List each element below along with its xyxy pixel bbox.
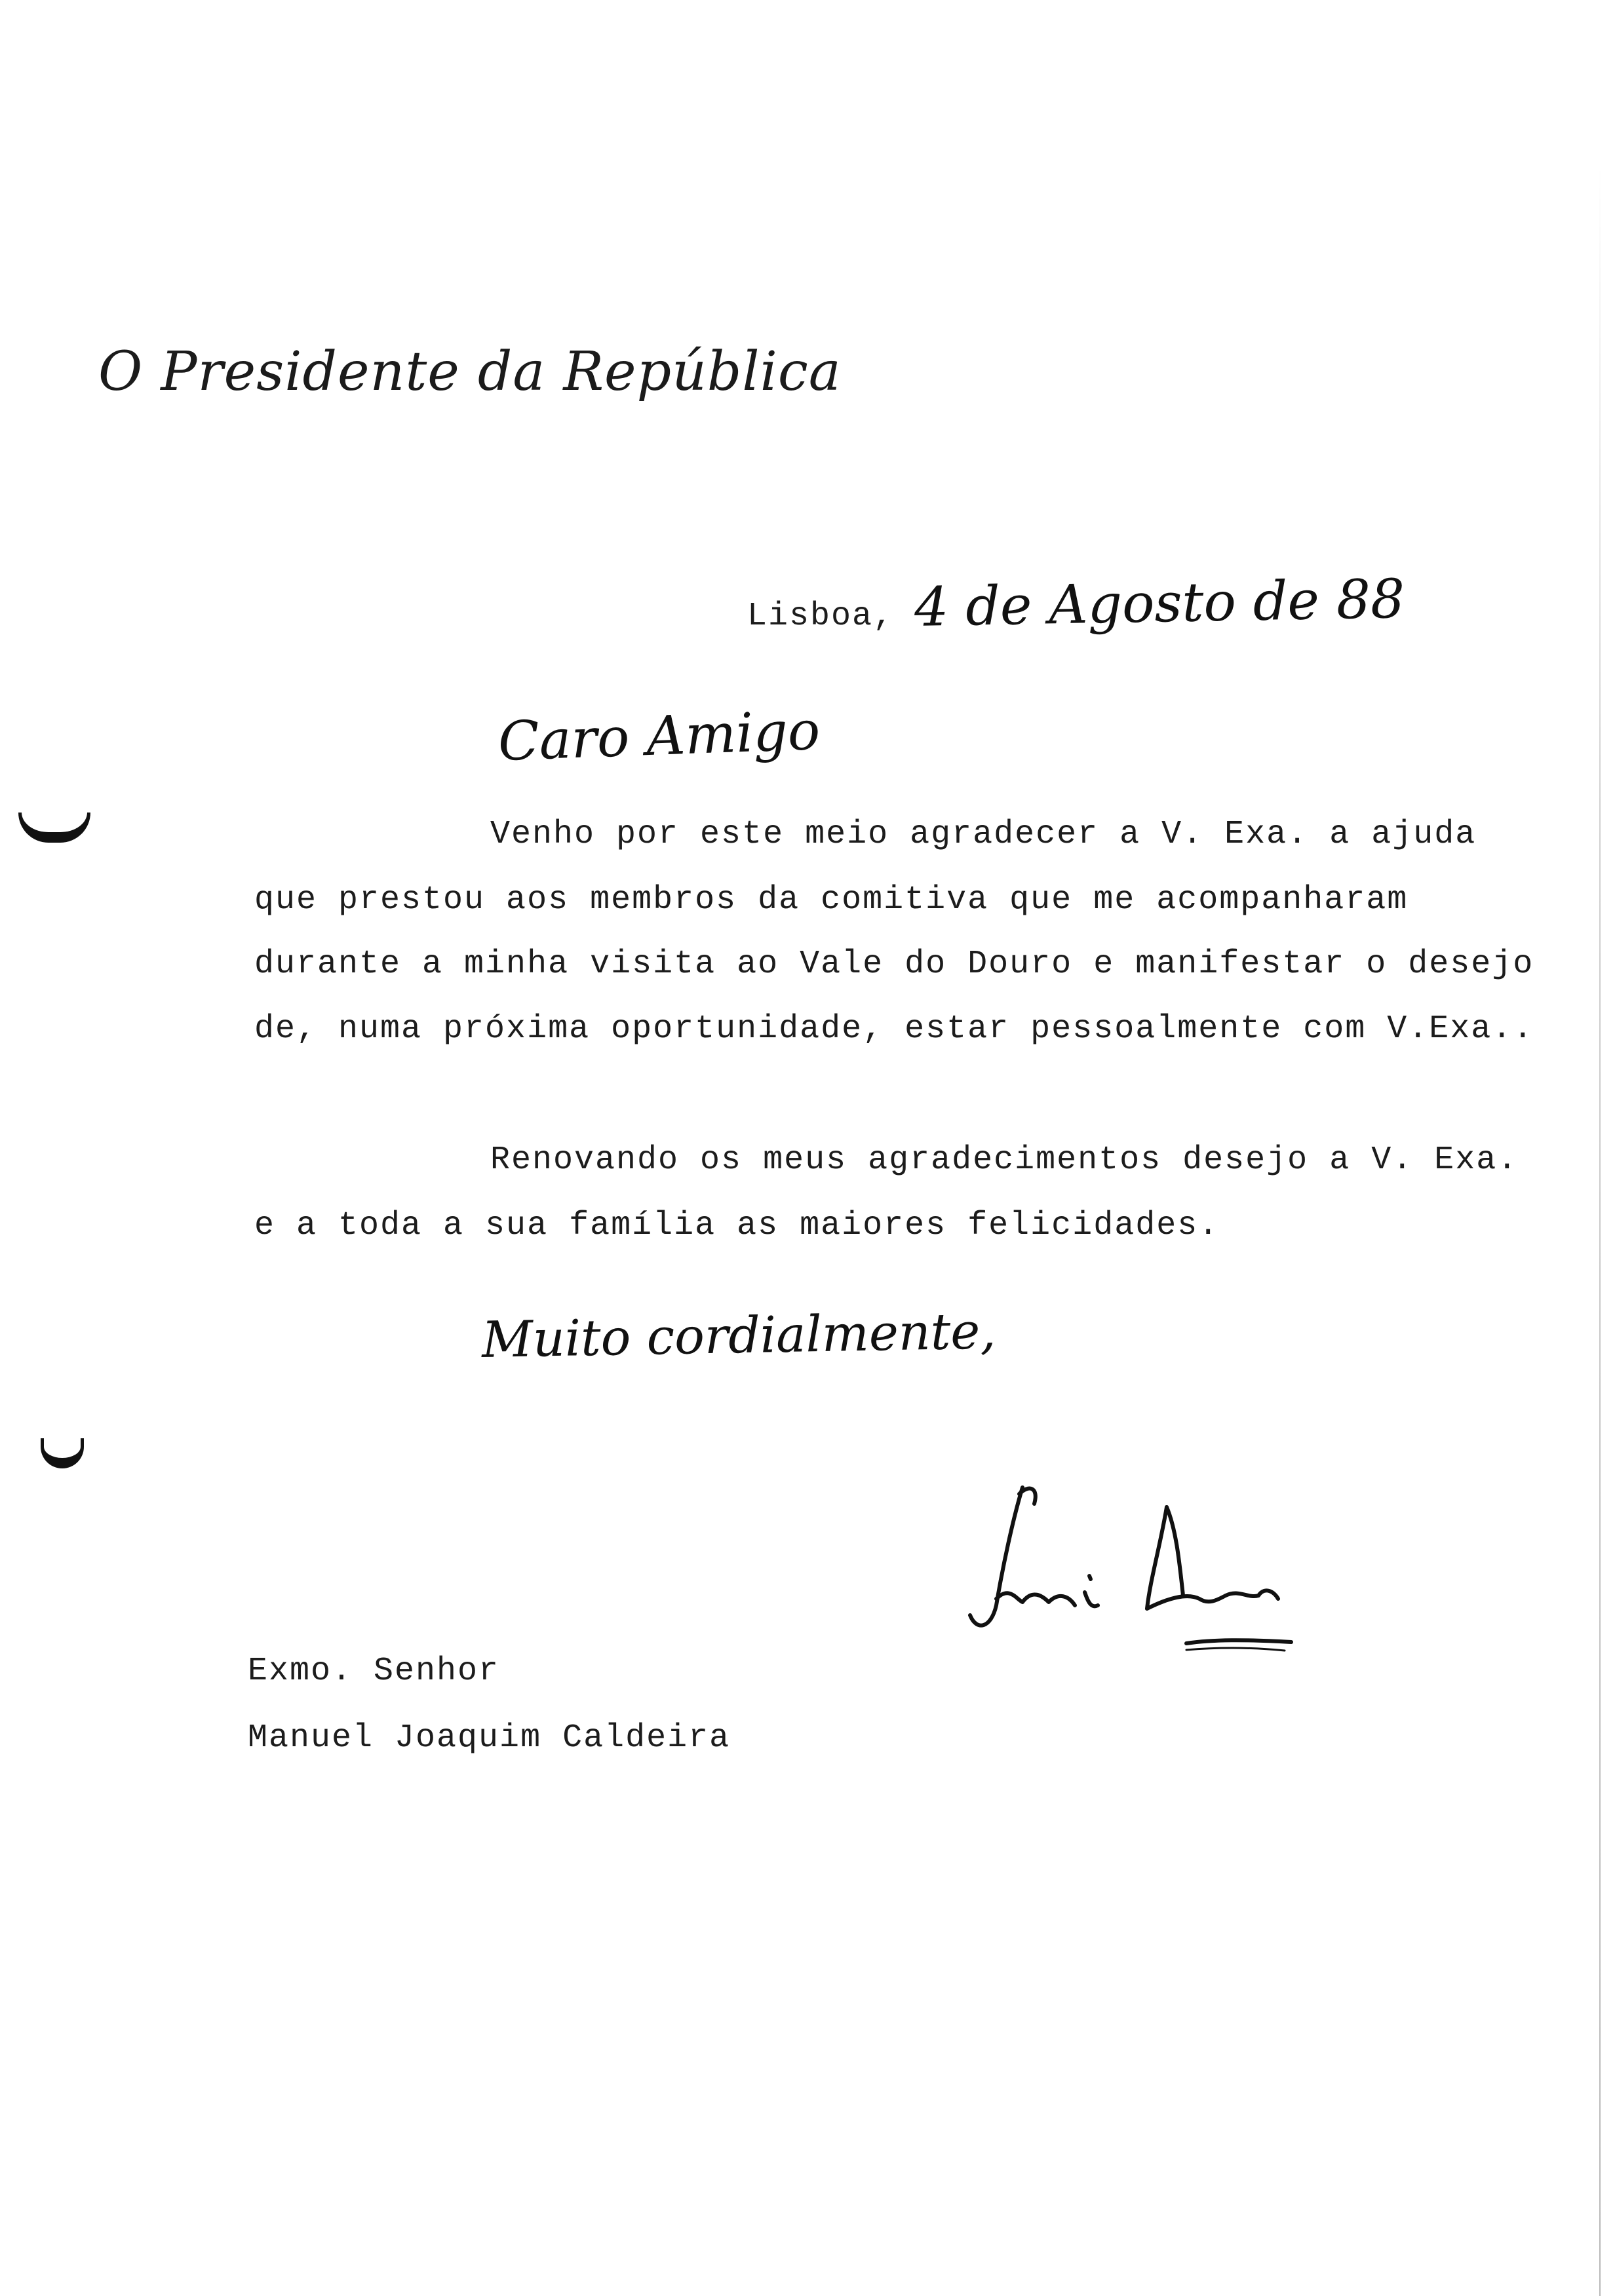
body-p1-line-3: durante a minha visita ao Vale do Douro e manifestar o desejo (254, 946, 1534, 983)
punch-hole-mark (18, 813, 90, 843)
body-p1-line-4: de, numa próxima oportunidade, estar pessoalmente com V.Exa.. (254, 1010, 1534, 1048)
body-p2-line-2: e a toda a sua família as maiores felicidades. (254, 1207, 1220, 1244)
punch-hole-mark (41, 1438, 84, 1468)
date-place: Lisboa, (747, 598, 895, 635)
recipient-name: Manuel Joaquim Caldeira (248, 1719, 731, 1757)
body-p2-line-1: Renovando os meus agradecimentos desejo a V. Exa. (490, 1141, 1519, 1179)
closing-handwritten: Muito cordialmente, (481, 1301, 997, 1369)
greeting: Caro Amigo (497, 699, 821, 773)
paper-edge (1599, 164, 1601, 2296)
body-p1-line-1: Venho por este meio agradecer a V. Exa. a ajuda (490, 816, 1477, 853)
signature (950, 1468, 1317, 1664)
recipient-salutation: Exmo. Senhor (248, 1653, 500, 1690)
letterhead: O Presidente da República (98, 341, 842, 403)
date-handwritten: 4 de Agosto de 88 (914, 567, 1406, 639)
body-p1-line-2: que prestou aos membros da comitiva que me acompanharam (254, 881, 1409, 919)
